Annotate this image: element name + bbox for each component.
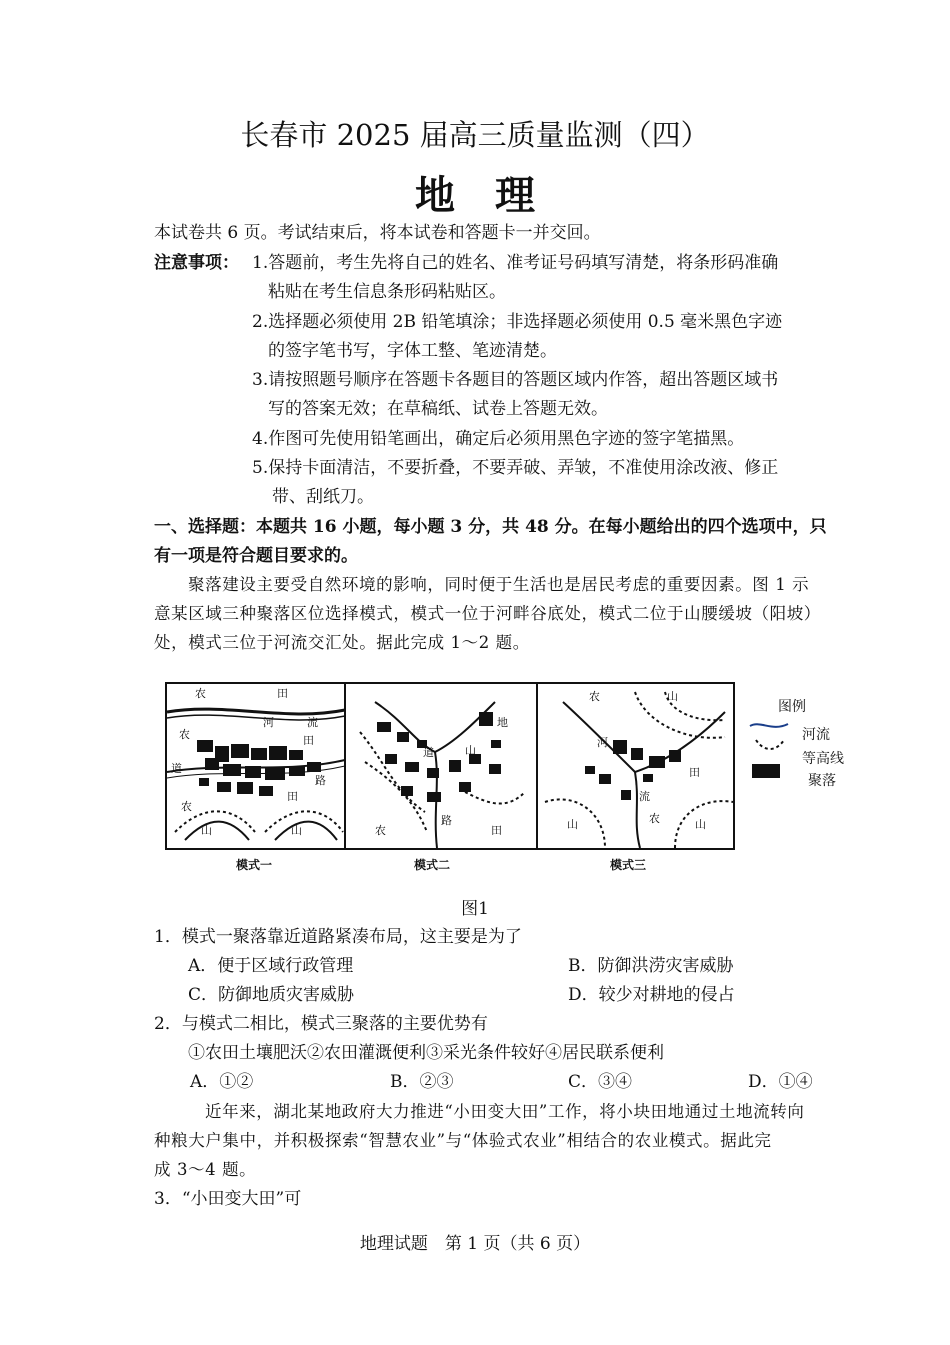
note-line: 1.答题前，考生先将自己的姓名、准考证号码填写清楚，将条形码准确 xyxy=(252,253,779,273)
figure-legend xyxy=(748,696,858,796)
map-label: 田 xyxy=(303,734,314,747)
river-line xyxy=(635,712,725,772)
panel-caption: 模式三 xyxy=(610,858,647,872)
passage-line: 处，模式三位于河流交汇处。据此完成 1～2 题。 xyxy=(154,633,530,652)
map-label: 农 xyxy=(195,687,206,700)
note-line: 的签字笔书写，字体工整、笔迹清楚。 xyxy=(268,341,557,361)
note-line: 粘贴在考生信息条形码粘贴区。 xyxy=(268,282,506,302)
note-line: 3.请按照题号顺序在答题卡各题目的答题区域内作答，超出答题区域书 xyxy=(252,370,779,390)
question-1-stem: 1．模式一聚落靠近道路紧凑布局，这主要是为了 xyxy=(154,927,522,947)
map-label: 道 xyxy=(171,762,182,775)
map-label: 山 xyxy=(291,824,302,837)
map-label: 山 xyxy=(667,690,678,703)
section-heading: 一、选择题：本题共 16 小题，每小题 3 分，共 48 分。在每小题给出的四个选项中，只 xyxy=(154,517,827,537)
map-label: 道 xyxy=(423,746,434,759)
q2-option-a: A．①② xyxy=(190,1072,254,1092)
map-label: 河 xyxy=(597,736,608,749)
map-label: 田 xyxy=(491,824,502,837)
settlement-figure xyxy=(165,682,735,850)
map-label: 田 xyxy=(277,687,288,700)
panel-caption: 模式一 xyxy=(236,858,273,872)
settlement-block xyxy=(197,740,321,796)
river-line xyxy=(375,702,495,752)
river-symbol xyxy=(750,724,788,727)
map-label: 流 xyxy=(639,790,650,803)
map-label: 农 xyxy=(181,800,192,813)
map-label: 地 xyxy=(497,716,508,729)
note-line: 带、刮纸刀。 xyxy=(272,487,374,507)
figure-caption: 图1 xyxy=(461,899,489,919)
river-line xyxy=(167,709,345,714)
settlement-block xyxy=(377,712,501,802)
note-line: 4.作图可先使用铅笔画出，确定后必须用黑色字迹的签字笔描黑。 xyxy=(252,429,745,449)
map-label: 路 xyxy=(441,814,452,827)
page-footer: 地理试题 第 1 页（共 6 页） xyxy=(359,1234,591,1254)
map-label: 农 xyxy=(589,690,600,703)
river-line xyxy=(167,715,345,720)
note-line: 写的答案无效；在草稿纸、试卷上答题无效。 xyxy=(268,399,608,419)
map-label: 农 xyxy=(649,812,660,825)
intro-text: 本试卷共 6 页。考试结束后，将本试卷和答题卡一并交回。 xyxy=(154,223,601,243)
map-label: 农 xyxy=(179,728,190,741)
map-label: 山 xyxy=(567,818,578,831)
notes-label: 注意事项： xyxy=(154,253,239,273)
map-label: 山 xyxy=(465,744,476,757)
legend-contour: 等高线 xyxy=(802,751,844,767)
note-line: 2.选择题必须使用 2B 铅笔填涂；非选择题必须使用 0.5 毫米黑色字迹 xyxy=(252,312,783,332)
legend-title: 图例 xyxy=(778,699,806,715)
legend-river: 河流 xyxy=(802,727,830,743)
q2-items: ①农田土壤肥沃②农田灌溉便利③采光条件较好④居民联系便利 xyxy=(188,1043,664,1063)
passage-line: 意某区域三种聚落区位选择模式，模式一位于河畔谷底处，模式二位于山腰缓坡（阳坡） xyxy=(154,604,821,623)
note-line: 5.保持卡面清洁，不要折叠，不要弄破、弄皱，不准使用涂改液、修正 xyxy=(252,458,779,478)
q1-option-a: A．便于区域行政管理 xyxy=(188,956,354,976)
legend-symbols xyxy=(748,720,794,780)
q1-option-d: D．较少对耕地的侵占 xyxy=(568,985,735,1005)
page-title: 长春市 2025 届高三质量监测（四） xyxy=(240,118,710,152)
settlement-symbol xyxy=(752,764,780,778)
map-label: 山 xyxy=(695,818,706,831)
section-heading-cont: 有一项是符合题目要求的。 xyxy=(154,546,358,566)
map-label: 山 xyxy=(201,824,212,837)
map-label: 路 xyxy=(315,774,326,787)
map-label: 河 xyxy=(263,716,274,729)
map-label: 田 xyxy=(287,790,298,803)
q1-option-c: C．防御地质灾害威胁 xyxy=(188,985,355,1005)
passage-line: 种粮大户集中，并积极探索“智慧农业”与“体验式农业”相结合的农业模式。据此完 xyxy=(154,1131,772,1150)
q2-option-b: B．②③ xyxy=(390,1072,454,1092)
passage-line: 聚落建设主要受自然环境的影响，同时便于生活也是居民考虑的重要因素。图 1 示 xyxy=(188,575,810,594)
passage-line: 近年来，湖北某地政府大力推进“小田变大田”工作，将小块田地通过土地流转向 xyxy=(205,1102,805,1121)
map-label: 农 xyxy=(375,824,386,837)
map-label: 田 xyxy=(689,766,700,779)
panel-caption: 模式二 xyxy=(414,858,451,872)
passage-line: 成 3～4 题。 xyxy=(154,1160,257,1179)
map-label: 流 xyxy=(307,716,318,729)
question-2-stem: 2．与模式二相比，模式三聚落的主要优势有 xyxy=(154,1014,488,1034)
q2-option-d: D．①④ xyxy=(748,1072,813,1092)
q2-option-c: C．③④ xyxy=(568,1072,633,1092)
q1-option-b: B．防御洪涝灾害威胁 xyxy=(568,956,734,976)
river-line xyxy=(635,772,640,848)
subject-title: 地理 xyxy=(415,172,575,219)
legend-settlement: 聚落 xyxy=(808,773,836,789)
contour-symbol xyxy=(756,740,784,749)
question-3-stem: 3．“小田变大田”可 xyxy=(154,1189,302,1209)
